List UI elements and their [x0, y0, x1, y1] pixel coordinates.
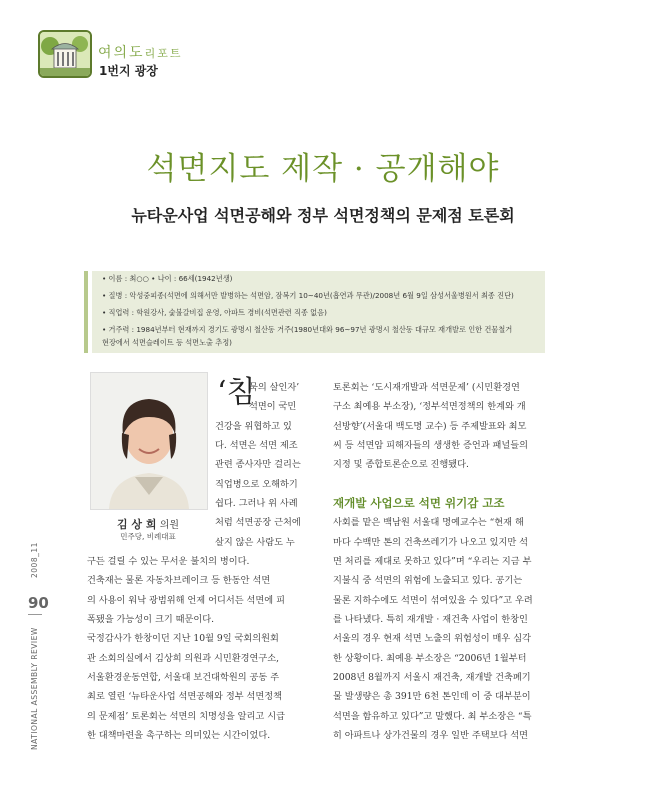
- body-line: 물론 지하수에도 석면이 섞여있을 수 있다”고 우려: [333, 595, 533, 606]
- section-title: [98, 42, 182, 62]
- body-line: 지불식 중 석면의 위험에 노출되고 있다. 공기는: [333, 575, 523, 586]
- photo-caption-name: [90, 516, 206, 532]
- portrait-photo: [90, 372, 208, 510]
- body-line: 면 처리를 제대로 못하고 있다”며 “우리는 지금 부: [333, 556, 532, 567]
- body-line: 지정 및 종합토론순으로 진행됐다.: [333, 459, 469, 470]
- issue-date: 2008_11: [30, 542, 39, 578]
- legislator-party: 민주당, 비례대표: [120, 532, 176, 541]
- body-line: 사회를 맡은 백남원 서울대 명예교수는 “현재 해: [333, 517, 524, 528]
- body-line: 최로 열린 ‘뉴타운사업 석면공해와 정부 석면정책: [87, 691, 283, 702]
- page-number-rule: [28, 614, 42, 615]
- body-line: 국정감사가 한창이던 지난 10월 9일 국회의원회: [87, 633, 279, 644]
- legislator-title: 의원: [159, 520, 180, 531]
- legislator-name: 김 상 희: [116, 518, 157, 531]
- body-line: 토론회는 ‘도시재개발과 석면문제’ (시민환경연: [333, 382, 520, 393]
- magazine-name: NATIONAL ASSEMBLY REVIEW: [30, 627, 39, 750]
- drop-cap: ‘침: [217, 375, 256, 410]
- section-title-small: 리포트: [144, 47, 183, 60]
- body-line: 선방향’(서울대 백도명 교수) 등 주제발표와 최모: [333, 421, 527, 432]
- body-line: 폭됐을 가능성이 크기 때문이다.: [87, 614, 215, 625]
- section-title-main: 여의도: [98, 45, 145, 61]
- body-line: 묵의 살인자’: [249, 382, 300, 393]
- body-line: 석면이 국민: [249, 401, 297, 412]
- body-line: 마다 수백만 톤의 건축쓰레기가 나오고 있지만 석: [333, 537, 529, 548]
- body-line: 의 문제점’ 토론회는 석면의 치명성을 알리고 시급: [87, 711, 285, 722]
- body-line: 쉽다. 그러나 위 사례: [215, 498, 298, 509]
- body-line: 를 나타냈다. 특히 재개발 · 재건축 사업이 한창인: [333, 614, 528, 625]
- body-line: 씨 등 석면암 피해자들의 생생한 증언과 패널들의: [333, 440, 529, 451]
- article-headline: 석면지도 제작 · 공개해야: [146, 151, 500, 187]
- body-line: 히 아파트나 상가건물의 경우 일반 주택보다 석면: [333, 730, 529, 741]
- info-line: • 이름 : 최○○ • 나이 : 66세(1942년생): [102, 274, 233, 283]
- body-line: 한 대책마련을 촉구하는 의미있는 시간이었다.: [87, 730, 271, 741]
- info-line: • 질병 : 악성중피종(석면에 의해서만 발병하는 석면암, 잠복기 10~40년(흡연과 무관)/2008년 6월 9일 삼성서울병원서 최종 진단): [102, 291, 514, 300]
- body-line: 건강을 위협하고 있: [215, 421, 292, 432]
- body-line: 의 사용이 워낙 광범위해 언제 어디서든 석면에 피: [87, 595, 285, 606]
- info-line: • 직업력 : 학원강사, 숯불갈비집 운영, 아파트 경비(석면관련 직종 없음): [102, 308, 327, 317]
- body-line: 서울의 경우 현재 석면 노출의 위험성이 매우 심각: [333, 633, 531, 644]
- infobox-accent-bar: [84, 271, 88, 353]
- section-heading: 재개발 사업으로 석면 위기감 고조: [333, 496, 505, 510]
- body-line: 구소 최예용 부소장), ‘정부석면정책의 한계와 개: [333, 401, 526, 412]
- body-line: 직업병으로 오해하기: [215, 479, 298, 490]
- info-line: 현장에서 석면슬레이트 등 석면노출 추정): [102, 338, 232, 347]
- article-subheadline: 뉴타운사업 석면공해와 정부 석면정책의 문제점 토론회: [131, 206, 515, 225]
- info-line: • 거주력 : 1984년부터 현재까지 경기도 광명시 철산동 거주(1980년대와 96~97년 광명시 철산동 대규모 재개발로 인한 건물철거: [102, 325, 513, 334]
- body-line: 처럼 석면공장 근처에: [215, 517, 301, 528]
- body-line: 관련 종사자만 걸리는: [215, 459, 301, 470]
- body-line: 석면을 함유하고 있다”고 말했다. 최 부소장은 “특: [333, 711, 532, 722]
- body-line: 다. 석면은 석면 제조: [215, 440, 298, 451]
- body-line: 2008년 8월까지 서울시 재건축, 재개발 건축폐기: [333, 672, 531, 683]
- body-line: 관 소회의실에서 김상희 의원과 시민환경연구소,: [87, 653, 280, 664]
- body-line: 물 발생량은 총 391만 6천 톤인데 이 중 대부분이: [333, 691, 531, 702]
- section-subtitle: 1번지 광장: [99, 64, 158, 78]
- body-line: 한 상황이다. 최예용 부소장은 “2006년 1월부터: [333, 653, 527, 664]
- section-logo-icon: [38, 30, 92, 78]
- case-info-box: [92, 271, 545, 353]
- body-line: 서울환경운동연합, 서울대 보건대학원의 공동 주: [87, 672, 280, 683]
- body-line: 살지 않은 사람도 누: [215, 537, 295, 548]
- body-line: 건축재는 물론 자동차브레이크 등 한동안 석면: [87, 575, 271, 586]
- page-number: 90: [28, 594, 49, 612]
- body-line: 구든 걸릴 수 있는 무서운 불치의 병이다.: [87, 556, 250, 567]
